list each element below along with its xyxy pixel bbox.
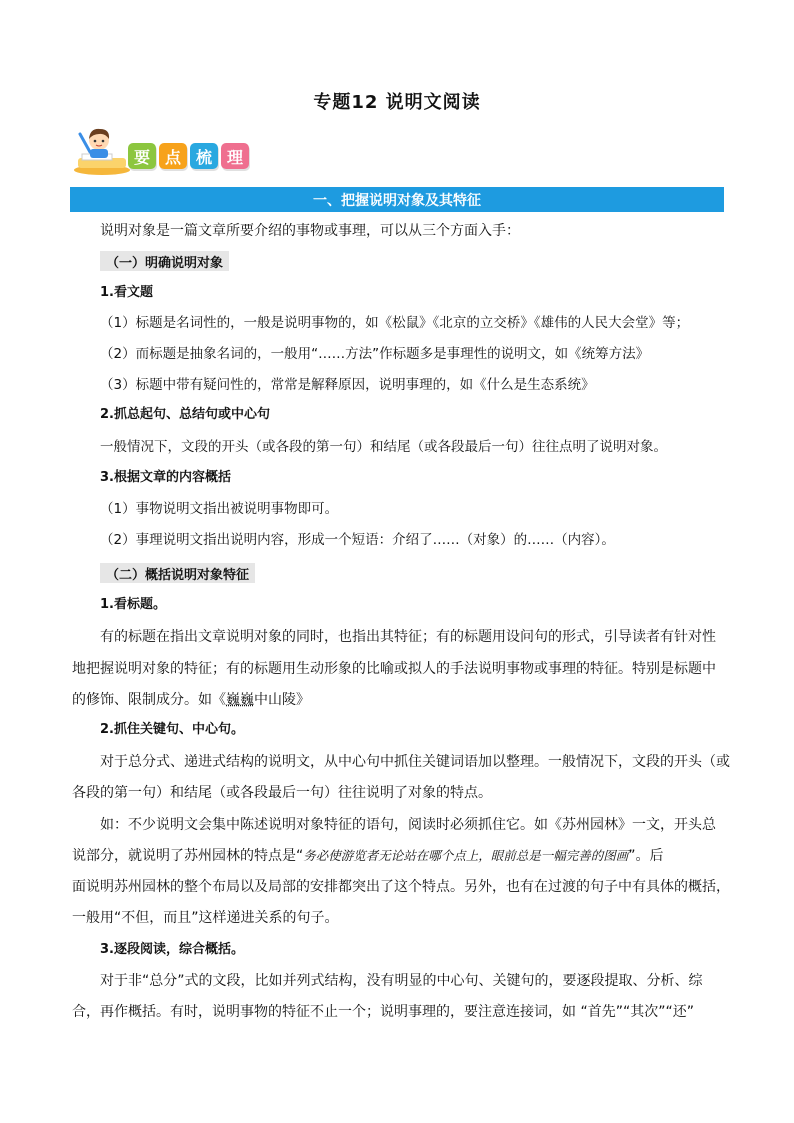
- paragraph-line: 地把握说明对象的特征；有的标题用生动形象的比喻或拟人的手法说明事物或事理的特征。特别是标题中: [72, 661, 716, 677]
- badge-char: 要: [128, 143, 156, 169]
- subsection-tag: （一）明确说明对象: [100, 251, 229, 271]
- paragraph-line: 的修饰、限制成分。如《巍巍中山陵》: [72, 692, 310, 708]
- heading: 3.逐段阅读，综合概括。: [100, 942, 244, 957]
- section-header: 一、把握说明对象及其特征: [70, 187, 724, 212]
- list-item: （2）事理说明文指出说明内容，形成一个短语：介绍了……（对象）的……（内容）。: [100, 532, 615, 548]
- heading: 2.抓住关键句、中心句。: [100, 722, 244, 737]
- kid-writing-icon: [72, 126, 132, 176]
- badge-char: 理: [221, 143, 249, 169]
- subsection-tag: （二）概括说明对象特征: [100, 563, 255, 583]
- list-item: （1）标题是名词性的，一般是说明事物的，如《松鼠》《北京的立交桥》《雄伟的人民大会堂》等；: [100, 315, 690, 331]
- heading: 3.根据文章的内容概括: [100, 470, 231, 485]
- intro-text: 说明对象是一篇文章所要介绍的事物或事理，可以从三个方面入手：: [100, 223, 520, 239]
- badge-char: 梳: [190, 143, 218, 169]
- paragraph-line: 说部分，就说明了苏州园林的特点是“务必使游览者无论站在哪个点上，眼前总是一幅完善的图画”。后: [72, 848, 664, 864]
- paragraph-line: 合，再作概括。有时，说明事物的特征不止一个；说明事理的，要注意连接词，如 “首先”“其次”“还”: [72, 1004, 694, 1020]
- paragraph-line: 对于非“总分”式的文段，比如并列式结构，没有明显的中心句、关键句的，要逐段提取、分析、综: [100, 973, 703, 989]
- paragraph-line: 各段的第一句）和结尾（或各段最后一句）往往说明了对象的特点。: [72, 785, 492, 801]
- quote-text: 务必使游览者无论站在哪个点上，眼前总是一幅完善的图画: [303, 848, 629, 863]
- paragraph-line: 一般用“不但，而且”这样递进关系的句子。: [72, 910, 339, 926]
- paragraph-line: 对于总分式、递进式结构的说明文，从中心句中抓住关键词语加以整理。一般情况下，文段的开头（或: [100, 754, 730, 770]
- paragraph-line: 有的标题在指出文章说明对象的同时，也指出其特征；有的标题用设问句的形式，引导读者有针对性: [100, 629, 716, 645]
- paragraph-line: 如：不少说明文会集中陈述说明对象特征的语句，阅读时必须抓住它。如《苏州园林》一文，开头总: [100, 817, 716, 833]
- badge-char: 点: [159, 143, 187, 169]
- list-item: （1）事物说明文指出被说明事物即可。: [100, 501, 339, 517]
- section-badge: [72, 126, 262, 176]
- list-item: （3）标题中带有疑问性的，常常是解释原因，说明事理的，如《什么是生态系统》: [100, 377, 595, 393]
- page-title: 专题12 说明文阅读: [313, 92, 481, 113]
- heading: 2.抓总起句、总结句或中心句: [100, 407, 270, 422]
- paragraph-line: 面说明苏州园林的整个布局以及局部的安排都突出了这个特点。另外，也有在过渡的句子中有具体的概括，: [72, 879, 730, 895]
- paragraph: 一般情况下，文段的开头（或各段的第一句）和结尾（或各段最后一句）往往点明了说明对象。: [100, 439, 667, 455]
- heading: 1.看文题: [100, 285, 153, 300]
- list-item: （2）而标题是抽象名词的，一般用“……方法”作标题多是事理性的说明文，如《统筹方法》: [100, 346, 650, 362]
- heading: 1.看标题。: [100, 597, 166, 612]
